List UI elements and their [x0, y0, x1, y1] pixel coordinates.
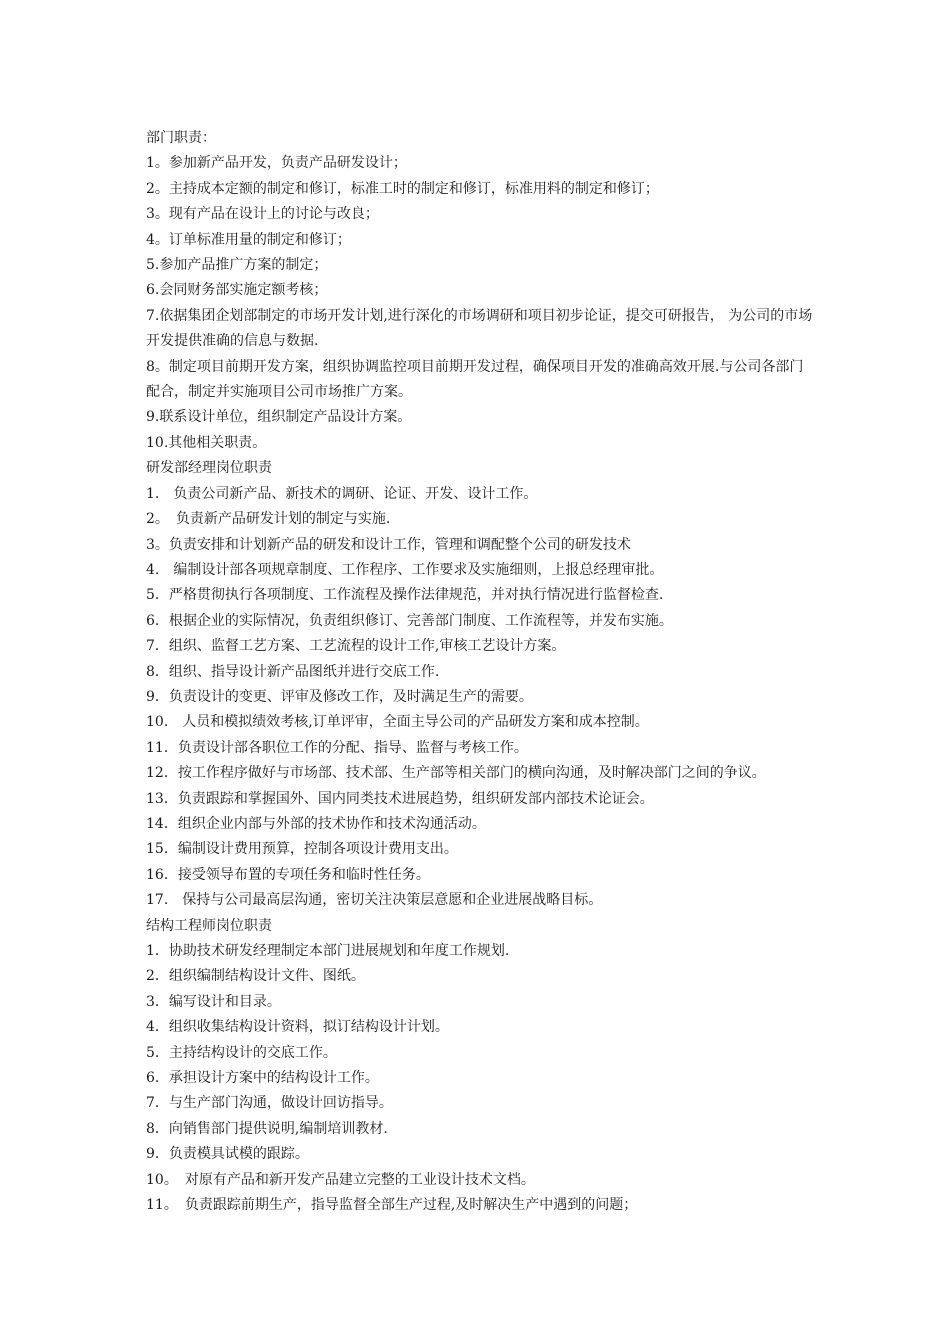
text-line: 3。负责安排和计划新产品的研发和设计工作，管理和调配整个公司的研发技术 — [146, 536, 631, 553]
text-line: 7.依据集团企划部制定的市场开发计划,进行深化的市场调研和项目初步论证，提交可研报告， 为公司的市场开发提供准确的信息与数据. — [146, 307, 813, 350]
text-line: 15．编制设计费用预算，控制各项设计费用支出。 — [146, 841, 458, 858]
text-line: 3。现有产品在设计上的讨论与改良； — [146, 206, 379, 223]
text-line: 2．组织编制结构设计文件、图纸。 — [146, 968, 365, 985]
text-line: 2。 负责新产品研发计划的制定与实施. — [146, 511, 391, 528]
text-line: 11．负责设计部各职位工作的分配、指导、监督与考核工作。 — [146, 739, 528, 756]
text-line: 10. 人员和模拟绩效考核,订单评审，全面主导公司的产品研发方案和成本控制。 — [146, 714, 649, 731]
text-line: 1．协助技术研发经理制定本部门进展规划和年度工作规划. — [146, 943, 510, 959]
text-line: 11。 负责跟踪前期生产，指导监督全部生产过程,及时解决生产中遇到的问题； — [146, 1197, 638, 1214]
text-line: 4．组织收集结构设计资料，拟订结构设计计划。 — [146, 1019, 449, 1036]
text-line: 2。主持成本定额的制定和修订，标准工时的制定和修订，标准用料的制定和修订； — [146, 180, 659, 197]
text-line: 5．严格贯彻执行各项制度、工作流程及操作法律规范，并对执行情况进行监督检查. — [146, 587, 664, 604]
section-heading: 研发部经理岗位职责 — [146, 460, 272, 477]
text-line: 3．编写设计和目录。 — [146, 993, 281, 1010]
text-line: 9．负责设计的变更、评审及修改工作，及时满足生产的需要。 — [146, 688, 533, 705]
text-line: 14．组织企业内部与外部的技术协作和技术沟通活动。 — [146, 815, 486, 832]
section-heading: 结构工程师岗位职责 — [146, 917, 272, 934]
text-line: 6．承担设计方案中的结构设计工作。 — [146, 1070, 379, 1087]
text-line: 12．按工作程序做好与市场部、技术部、生产部等相关部门的横向沟通，及时解决部门之间的争议。 — [146, 765, 766, 782]
text-line: 5.参加产品推广方案的制定； — [146, 257, 328, 274]
text-line: 9．负责模具试模的跟踪。 — [146, 1146, 309, 1163]
text-line: 6.会同财务部实施定额考核； — [146, 282, 328, 299]
text-line: 7．组织、监督工艺方案、工艺流程的设计工作,审核工艺设计方案。 — [146, 638, 566, 655]
text-line: 部门职责： — [146, 130, 216, 146]
text-line: 5．主持结构设计的交底工作。 — [146, 1044, 337, 1061]
text-line: 10.其他相关职责。 — [146, 434, 267, 451]
text-line: 7．与生产部门沟通，做设计回访指导。 — [146, 1095, 393, 1112]
text-line: 8．组织、指导设计新产品图纸并进行交底工作. — [146, 663, 440, 680]
text-line: 6．根据企业的实际情况，负责组织修订、完善部门制度、工作流程等，并发布实施。 — [146, 612, 673, 629]
text-line: 16．接受领导布置的专项任务和临时性任务。 — [146, 866, 430, 883]
text-line: 8。制定项目前期开发方案，组织协调监控项目前期开发过程，确保项目开发的准确高效开展.与公司各部门配合，制定并实施项目公司市场推广方案。 — [146, 358, 804, 401]
text-line: 9.联系设计单位，组织制定产品设计方案。 — [146, 409, 412, 426]
document-body — [146, 126, 816, 1218]
text-line: 17. 保持与公司最高层沟通，密切关注决策层意愿和企业进展战略目标。 — [146, 892, 603, 909]
text-line: 1. 负责公司新产品、新技术的调研、论证、开发、设计工作。 — [146, 485, 538, 502]
text-line: 8．向销售部门提供说明,编制培训教材. — [146, 1120, 388, 1137]
text-line: 10。 对原有产品和新开发产品建立完整的工业设计技术文档。 — [146, 1171, 535, 1188]
text-line: 13．负责跟踪和掌握国外、国内同类技术进展趋势，组织研发部内部技术论证会。 — [146, 790, 654, 807]
text-line: 4. 编制设计部各项规章制度、工作程序、工作要求及实施细则，上报总经理审批。 — [146, 561, 664, 578]
text-line: 4。订单标准用量的制定和修订； — [146, 231, 351, 248]
text-line: 1。参加新产品开发，负责产品研发设计； — [146, 155, 407, 172]
